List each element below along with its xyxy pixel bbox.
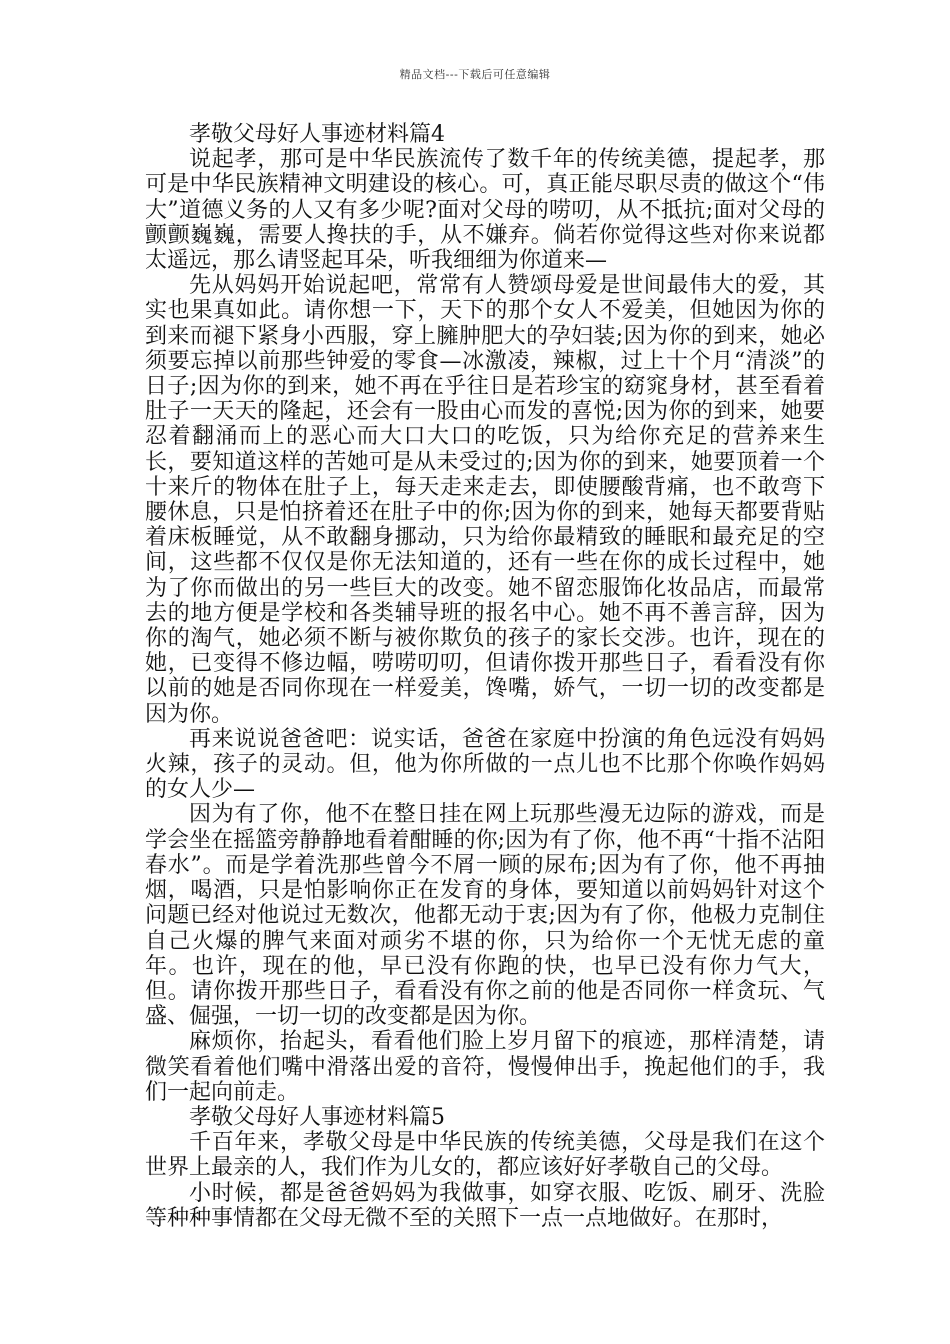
paragraph: 先从妈妈开始说起吧，常常有人赞颂母爱是世间最伟大的爱，其实也果真如此。请你想一下，天下的那个女人不爱美，但她因为你的到来而褪下紧身小西服，穿上臃肿肥大的孕妇装;因为你的到来，她必须要忘掉以前那些钟爱的零食—冰激凌，辣椒，过上十个月“清淡”的日子;因为你的到来，她不再在乎往日是若珍宝的窈窕身材，甚至看着肚子一天天的隆起，还会有一股由心而发的喜悦;因为你的到来，她要忍着翻涌而上的恶心而大口大口的吃饭，只为给你充足的营养来生长，要知道这样的苦她可是从未受过的;因为你的到来，她要顶着一个十来斤的物体在肚子上，每天走来走去，即使腰酸背痛，也不敢弯下腰休息，只是怕挤着还在肚子中的你;因为你的到来，她每天都要背贴着床板睡觉，从不敢翻身挪动，只为给你最精致的睡眠和最充足的空间，这些都不仅仅是你无法知道的，还有一些在你的成长过程中，她为了你而做出的另一些巨大的改变。她不留恋服饰化妆品店，而最常去的地方便是学校和各类辅导班的报名中心。她不再不善言辞，因为你的淘气，她必须不断与被你欺负的孩子的家长交涉。也许，现在的她，已变得不修边幅，唠唠叨叨，但请你拨开那些日子，看看没有你以前的她是否同你现在一样爱美，馋嘴，娇气，一切一切的改变都是因为你。 [145,273,825,727]
paragraph: 千百年来，孝敬父母是中华民族的传统美德，父母是我们在这个世界上最亲的人，我们作为儿女的，都应该好好孝敬自己的父母。 [145,1130,825,1181]
section-heading-4: 孝敬父母好人事迹材料篇4 [189,122,445,147]
paragraph: 说起孝，那可是中华民族流传了数千年的传统美德，提起孝，那可是中华民族精神文明建设的核心。可，真正能尽职尽责的做这个“伟大”道德义务的人又有多少呢?面对父母的唠叨，从不抵抗;面对父母的颤颤巍巍，需要人搀扶的手，从不嫌弃。倘若你觉得这些对你来说都太遥远，那么请竖起耳朵，听我细细为你道来— [145,147,825,274]
document-body [145,122,825,1231]
paragraph: 麻烦你，抬起头，看看他们脸上岁月留下的痕迹，那样清楚，请微笑看着他们嘴中滑落出爱的音符，慢慢伸出手，挽起他们的手，我们一起向前走。 [145,1029,825,1105]
paragraph: 小时候，都是爸爸妈妈为我做事，如穿衣服、吃饭、刷牙、洗脸等种种事情都在父母无微不至的关照下一点一点地做好。在那时， [145,1180,825,1231]
section-heading-5: 孝敬父母好人事迹材料篇5 [189,1104,445,1130]
page-header: 精品文档---下载后可任意编辑 [399,68,551,81]
paragraph: 因为有了你，他不在整日挂在网上玩那些漫无边际的游戏，而是学会坐在摇篮旁静静地看着酣睡的你;因为有了你，他不再“十指不沾阳春水”。而是学着洗那些曾今不屑一顾的尿布;因为有了你，他不再抽烟，喝酒，只是怕影响你正在发育的身体，要知道以前妈妈针对这个问题已经对他说过无数次，他都无动于衷;因为有了你，他极力克制住自己火爆的脾气来面对顽劣不堪的你，只为给你一个无忧无虑的童年。也许，现在的他，早已没有你跑的快，也早已没有你力气大，但。请你拨开那些日子，看看没有你之前的他是否同你一样贪玩、气盛、倔强，一切一切的改变都是因为你。 [145,802,825,1030]
paragraph: 再来说说爸爸吧：说实话，爸爸在家庭中扮演的角色远没有妈妈火辣，孩子的灵动。但，他为你所做的一点儿也不比那个你唤作妈妈的女人少— [145,726,825,803]
